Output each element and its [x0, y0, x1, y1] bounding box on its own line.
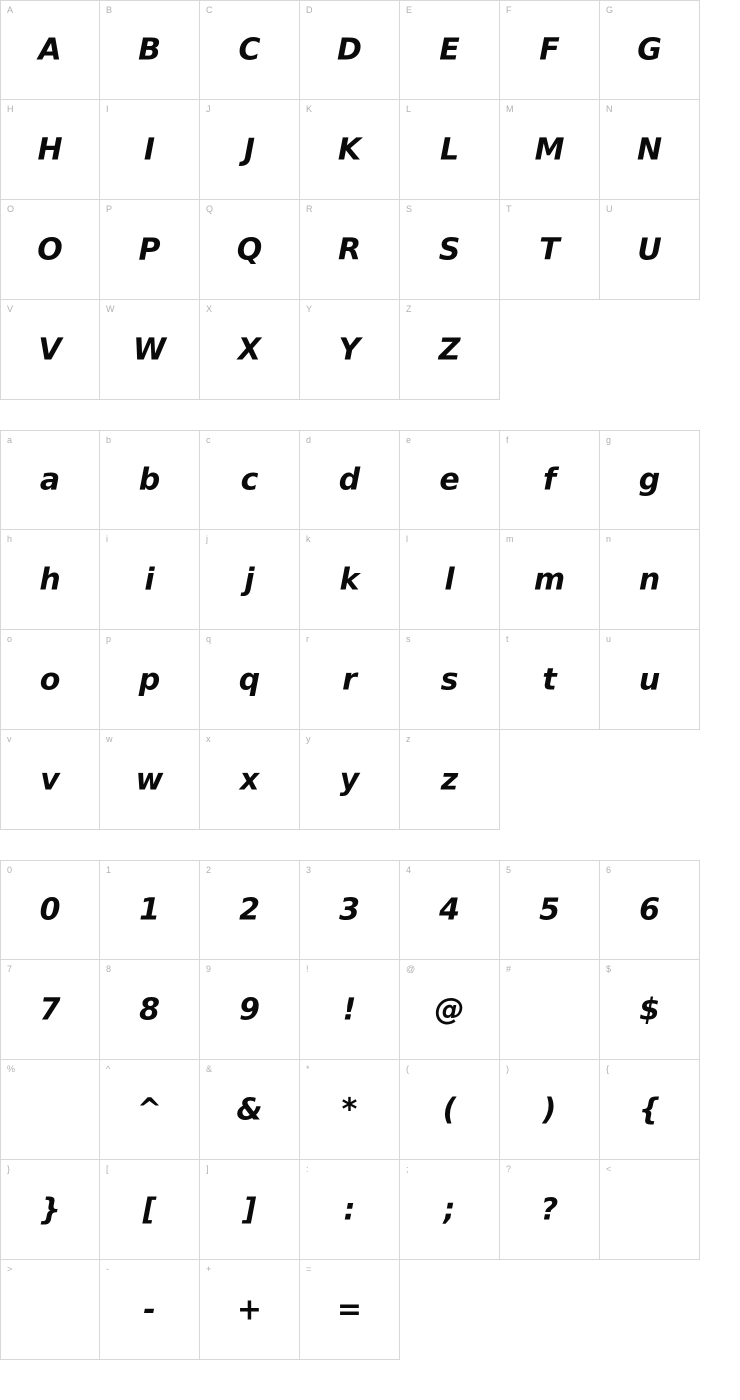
glyph-cell[interactable] [300, 300, 400, 400]
glyph-cell-glyph: 2 [239, 892, 260, 928]
glyph-cell-label: b [106, 435, 112, 445]
glyph-cell-label: 3 [306, 865, 312, 875]
glyph-cell-glyph: w [135, 762, 164, 797]
glyph-cell-glyph: a [39, 462, 61, 498]
glyph-cell[interactable] [300, 1160, 400, 1260]
glyph-cell-glyph: H [37, 132, 63, 167]
glyph-cell-label: V [7, 304, 14, 314]
glyph-cell-glyph: g [638, 462, 661, 498]
glyph-cell[interactable] [600, 860, 700, 960]
glyph-cell[interactable] [200, 300, 300, 400]
glyph-cell-label: F [506, 5, 512, 15]
glyph-cell[interactable] [0, 1060, 100, 1160]
glyph-cell-label: j [206, 534, 208, 544]
glyph-cell-label: s [406, 634, 411, 644]
glyph-cell-label: S [406, 204, 413, 214]
glyph-cell-label: @ [406, 964, 416, 974]
glyph-cell[interactable] [500, 960, 600, 1060]
glyph-cell-label: 2 [206, 865, 212, 875]
glyph-cell-glyph: s [440, 662, 459, 697]
glyph-cell-label: 5 [506, 865, 512, 875]
glyph-cell[interactable] [400, 630, 500, 730]
glyph-cell-label: ] [206, 1164, 209, 1174]
glyph-cell-label: ( [406, 1064, 409, 1074]
glyph-cell[interactable] [400, 300, 500, 400]
glyph-cell-glyph: L [439, 132, 460, 167]
glyph-cell-label: P [106, 204, 113, 214]
glyph-cell-glyph: d [338, 462, 361, 498]
glyph-cell-label: } [7, 1164, 11, 1174]
glyph-cell[interactable] [500, 1060, 600, 1160]
glyph-cell-glyph: = [336, 1292, 363, 1327]
glyph-row [0, 730, 740, 830]
glyph-section-lowercase [0, 430, 740, 830]
glyph-cell-label: - [106, 1264, 109, 1274]
glyph-cell[interactable] [0, 100, 100, 200]
glyph-cell-glyph: } [39, 1192, 61, 1227]
glyph-cell-glyph: Z [438, 332, 461, 367]
glyph-cell[interactable] [100, 530, 200, 630]
glyph-cell[interactable] [0, 730, 100, 830]
glyph-row [0, 860, 740, 960]
glyph-cell[interactable] [300, 0, 400, 100]
glyph-cell-label: [ [106, 1164, 109, 1174]
glyph-cell-label: = [306, 1264, 312, 1274]
glyph-cell[interactable] [400, 960, 500, 1060]
glyph-cell-glyph: + [236, 1292, 263, 1327]
glyph-cell-glyph: S [438, 232, 461, 267]
glyph-cell[interactable] [500, 0, 600, 100]
glyph-cell[interactable] [0, 860, 100, 960]
glyph-cell-label: l [406, 534, 408, 544]
glyph-cell-empty [500, 730, 600, 830]
glyph-cell-glyph: W [132, 332, 167, 367]
glyph-cell-glyph: f [542, 462, 557, 498]
glyph-cell[interactable] [200, 430, 300, 530]
glyph-cell-label: J [206, 104, 211, 114]
glyph-cell-label: < [606, 1164, 612, 1174]
glyph-cell-label: Z [406, 304, 412, 314]
glyph-cell[interactable] [300, 100, 400, 200]
glyph-cell-glyph: & [236, 1092, 263, 1127]
glyph-cell[interactable] [200, 630, 300, 730]
glyph-cell-glyph: c [240, 462, 259, 498]
glyph-cell-label: g [606, 435, 612, 445]
glyph-cell[interactable] [600, 0, 700, 100]
glyph-cell[interactable] [100, 1060, 200, 1160]
glyph-cell-label: ^ [106, 1064, 111, 1074]
glyph-cell-label: Q [206, 204, 214, 214]
glyph-cell-glyph: I [143, 132, 156, 167]
glyph-row [0, 530, 740, 630]
glyph-cell[interactable] [200, 200, 300, 300]
glyph-cell[interactable] [600, 1060, 700, 1160]
glyph-cell-label: t [506, 634, 509, 644]
glyph-cell-label: { [606, 1064, 610, 1074]
glyph-cell[interactable] [200, 1060, 300, 1160]
glyph-cell-glyph: N [636, 132, 663, 167]
glyph-cell-glyph: 0 [39, 892, 61, 928]
glyph-cell-glyph: J [243, 132, 256, 167]
glyph-cell-glyph: o [39, 662, 61, 697]
glyph-cell-glyph: * [341, 1092, 358, 1127]
glyph-cell-label: h [7, 534, 13, 544]
glyph-cell[interactable] [300, 1260, 400, 1360]
glyph-cell-glyph: 4 [439, 892, 460, 928]
glyph-cell[interactable] [500, 530, 600, 630]
glyph-cell[interactable] [0, 630, 100, 730]
glyph-cell-glyph: U [637, 232, 662, 267]
glyph-cell-glyph: j [244, 562, 255, 597]
glyph-cell-glyph: 7 [39, 992, 61, 1027]
glyph-section-digits-and-symbols [0, 860, 740, 1360]
glyph-cell-glyph: 9 [239, 992, 260, 1027]
glyph-row [0, 630, 740, 730]
glyph-cell-glyph: h [39, 562, 61, 597]
glyph-cell[interactable] [100, 730, 200, 830]
glyph-cell-label: n [606, 534, 612, 544]
glyph-cell-label: ? [506, 1164, 512, 1174]
glyph-cell-glyph: Q [236, 232, 263, 267]
glyph-cell-glyph: ] [242, 1192, 257, 1227]
glyph-cell-label: v [7, 734, 12, 744]
glyph-cell-empty [600, 300, 700, 400]
glyph-cell-label: ) [506, 1064, 509, 1074]
glyph-cell-empty [500, 1260, 600, 1360]
glyph-cell-label: X [206, 304, 213, 314]
glyph-cell[interactable] [600, 960, 700, 1060]
glyph-cell-glyph: K [337, 132, 362, 167]
glyph-cell-glyph: u [638, 662, 661, 697]
glyph-cell[interactable] [600, 430, 700, 530]
glyph-cell-label: a [7, 435, 13, 445]
glyph-cell[interactable] [100, 1260, 200, 1360]
glyph-cell-glyph: ( [442, 1092, 457, 1127]
glyph-cell-label: H [7, 104, 14, 114]
glyph-cell[interactable] [0, 430, 100, 530]
glyph-cell-glyph: 3 [339, 892, 360, 928]
glyph-cell[interactable] [400, 730, 500, 830]
glyph-row [0, 1160, 740, 1260]
glyph-cell-label: w [106, 734, 113, 744]
glyph-cell[interactable] [300, 200, 400, 300]
glyph-cell-glyph: y [339, 762, 360, 797]
glyph-cell-glyph: e [439, 462, 460, 498]
glyph-cell-glyph: l [444, 562, 455, 597]
glyph-cell[interactable] [200, 860, 300, 960]
glyph-cell-empty [600, 730, 700, 830]
glyph-cell-glyph: p [138, 662, 161, 697]
glyph-cell-label: r [306, 634, 309, 644]
glyph-cell-label: u [606, 634, 612, 644]
glyph-cell-label: m [506, 534, 514, 544]
glyph-cell[interactable] [400, 0, 500, 100]
glyph-cell-empty [600, 1260, 700, 1360]
glyph-row [0, 960, 740, 1060]
glyph-cell[interactable] [500, 630, 600, 730]
glyph-cell-glyph: F [539, 32, 560, 68]
glyph-cell-label: x [206, 734, 211, 744]
glyph-cell-label: d [306, 435, 312, 445]
glyph-cell-glyph: E [439, 32, 460, 68]
glyph-cell-label: M [506, 104, 514, 114]
glyph-cell-label: T [506, 204, 512, 214]
glyph-cell-label: e [406, 435, 412, 445]
glyph-cell[interactable] [100, 860, 200, 960]
glyph-cell-glyph: m [533, 562, 566, 597]
glyph-cell-glyph: [ [142, 1192, 157, 1227]
glyph-cell-glyph: 6 [639, 892, 660, 928]
glyph-cell-glyph: z [440, 762, 459, 797]
glyph-cell[interactable] [500, 860, 600, 960]
glyph-cell[interactable] [200, 0, 300, 100]
glyph-cell-glyph: R [337, 232, 362, 267]
glyph-cell-glyph: { [638, 1092, 661, 1127]
glyph-cell[interactable] [600, 1160, 700, 1260]
glyph-cell[interactable] [100, 630, 200, 730]
glyph-cell-label: N [606, 104, 613, 114]
glyph-cell[interactable] [200, 100, 300, 200]
glyph-cell-label: Y [306, 304, 313, 314]
glyph-cell-label: q [206, 634, 212, 644]
section-divider [0, 830, 740, 860]
glyph-row [0, 300, 740, 400]
glyph-cell[interactable] [500, 1160, 600, 1260]
glyph-cell-label: z [406, 734, 411, 744]
glyph-cell-glyph: B [138, 32, 161, 68]
glyph-cell-label: k [306, 534, 311, 544]
glyph-cell-glyph: M [534, 132, 565, 167]
glyph-cell-label: U [606, 204, 613, 214]
glyph-cell-label: 7 [7, 964, 13, 974]
glyph-cell-glyph: V [38, 332, 62, 367]
glyph-cell-label: L [406, 104, 412, 114]
glyph-row [0, 0, 740, 100]
glyph-cell-glyph: $ [639, 992, 660, 1027]
glyph-cell-glyph: - [143, 1292, 156, 1327]
glyph-cell-label: W [106, 304, 115, 314]
glyph-cell-empty [400, 1260, 500, 1360]
glyph-cell-label: R [306, 204, 313, 214]
glyph-cell-glyph: n [638, 562, 661, 597]
glyph-cell-glyph: 5 [539, 892, 560, 928]
glyph-cell[interactable] [300, 960, 400, 1060]
glyph-cell-label: E [406, 5, 413, 15]
glyph-cell-label: I [106, 104, 109, 114]
glyph-cell-glyph: G [637, 32, 662, 68]
glyph-cell-label: # [506, 964, 512, 974]
glyph-cell-label: B [106, 5, 113, 15]
glyph-cell-glyph: A [38, 32, 62, 68]
glyph-section-uppercase [0, 0, 740, 400]
glyph-cell[interactable] [0, 1160, 100, 1260]
glyph-row [0, 200, 740, 300]
glyph-cell-glyph: ; [443, 1192, 456, 1227]
glyph-cell[interactable] [0, 0, 100, 100]
glyph-cell[interactable] [200, 1260, 300, 1360]
glyph-cell-label: o [7, 634, 13, 644]
glyph-row [0, 1260, 740, 1360]
glyph-cell-label: ! [306, 964, 309, 974]
glyph-cell-glyph: : [343, 1192, 356, 1227]
glyph-cell[interactable] [100, 960, 200, 1060]
section-divider [0, 400, 740, 430]
glyph-cell[interactable] [600, 530, 700, 630]
glyph-cell[interactable] [400, 430, 500, 530]
glyph-cell[interactable] [300, 430, 400, 530]
glyph-cell[interactable] [100, 300, 200, 400]
glyph-cell-glyph: D [337, 32, 362, 68]
glyph-cell[interactable] [400, 200, 500, 300]
glyph-cell[interactable] [200, 730, 300, 830]
glyph-cell-label: p [106, 634, 112, 644]
glyph-cell[interactable] [400, 860, 500, 960]
glyph-cell[interactable] [300, 630, 400, 730]
glyph-cell[interactable] [300, 860, 400, 960]
glyph-cell-label: c [206, 435, 211, 445]
glyph-cell-glyph: O [37, 232, 63, 267]
glyph-cell-label: $ [606, 964, 612, 974]
glyph-cell[interactable] [600, 200, 700, 300]
glyph-cell[interactable] [100, 0, 200, 100]
glyph-cell-glyph: Y [338, 332, 361, 367]
glyph-cell-glyph: T [539, 232, 560, 267]
glyph-cell[interactable] [0, 530, 100, 630]
glyph-cell-glyph: i [144, 562, 155, 597]
glyph-cell-glyph: ? [540, 1192, 559, 1227]
glyph-cell[interactable] [600, 100, 700, 200]
glyph-cell[interactable] [400, 530, 500, 630]
glyph-cell[interactable] [400, 1160, 500, 1260]
glyph-cell-label: C [206, 5, 213, 15]
glyph-cell-empty [500, 300, 600, 400]
glyph-cell-label: 0 [7, 865, 13, 875]
glyph-row [0, 100, 740, 200]
glyph-cell-glyph: ^ [136, 1092, 163, 1127]
glyph-cell-glyph: @ [434, 992, 465, 1027]
glyph-cell[interactable] [0, 200, 100, 300]
glyph-cell-glyph: b [138, 462, 161, 498]
glyph-cell-label: G [606, 5, 614, 15]
glyph-cell[interactable] [300, 730, 400, 830]
glyph-row [0, 430, 740, 530]
glyph-cell-label: A [7, 5, 14, 15]
glyph-cell[interactable] [100, 100, 200, 200]
glyph-cell-label: > [7, 1264, 13, 1274]
glyph-cell-glyph: P [138, 232, 161, 267]
glyph-cell-label: 8 [106, 964, 112, 974]
glyph-cell-label: : [306, 1164, 309, 1174]
glyph-cell-label: 1 [106, 865, 112, 875]
glyph-cell-label: % [7, 1064, 16, 1074]
glyph-cell[interactable] [400, 1060, 500, 1160]
glyph-cell[interactable] [500, 100, 600, 200]
glyph-cell-label: O [7, 204, 15, 214]
glyph-cell-label: 6 [606, 865, 612, 875]
glyph-cell-label: & [206, 1064, 213, 1074]
glyph-cell[interactable] [300, 1060, 400, 1160]
glyph-cell-label: + [206, 1264, 212, 1274]
glyph-cell-glyph: v [40, 762, 60, 797]
glyph-cell[interactable] [500, 200, 600, 300]
glyph-cell[interactable] [600, 630, 700, 730]
glyph-cell[interactable] [200, 960, 300, 1060]
glyph-cell-label: 4 [406, 865, 412, 875]
glyph-cell-label: K [306, 104, 313, 114]
glyph-cell-glyph: q [238, 662, 261, 697]
glyph-cell-glyph: 1 [139, 892, 160, 928]
glyph-cell-label: f [506, 435, 509, 445]
glyph-cell-glyph: 8 [139, 992, 160, 1027]
glyph-cell[interactable] [200, 530, 300, 630]
glyph-cell[interactable] [500, 430, 600, 530]
glyph-cell[interactable] [100, 430, 200, 530]
glyph-cell-label: 9 [206, 964, 212, 974]
glyph-cell-label: * [306, 1064, 310, 1074]
glyph-cell-glyph: k [339, 562, 360, 597]
glyph-cell-glyph: ! [342, 992, 357, 1027]
glyph-cell[interactable] [0, 960, 100, 1060]
glyph-cell-glyph: x [239, 762, 260, 797]
glyph-cell-label: y [306, 734, 311, 744]
glyph-cell[interactable] [400, 100, 500, 200]
glyph-row [0, 1060, 740, 1160]
glyph-cell-label: ; [406, 1164, 409, 1174]
glyph-cell[interactable] [100, 1160, 200, 1260]
glyph-cell-label: i [106, 534, 108, 544]
glyph-cell[interactable] [100, 200, 200, 300]
glyph-cell-label: D [306, 5, 313, 15]
glyph-cell[interactable] [0, 1260, 100, 1360]
glyph-cell-glyph: C [238, 32, 261, 68]
glyph-cell-glyph: t [542, 662, 557, 697]
glyph-cell-glyph: ) [542, 1092, 557, 1127]
glyph-cell[interactable] [0, 300, 100, 400]
glyph-cell-glyph: r [342, 662, 357, 697]
glyph-cell[interactable] [300, 530, 400, 630]
glyph-cell[interactable] [200, 1160, 300, 1260]
glyph-cell-glyph: X [237, 332, 262, 367]
